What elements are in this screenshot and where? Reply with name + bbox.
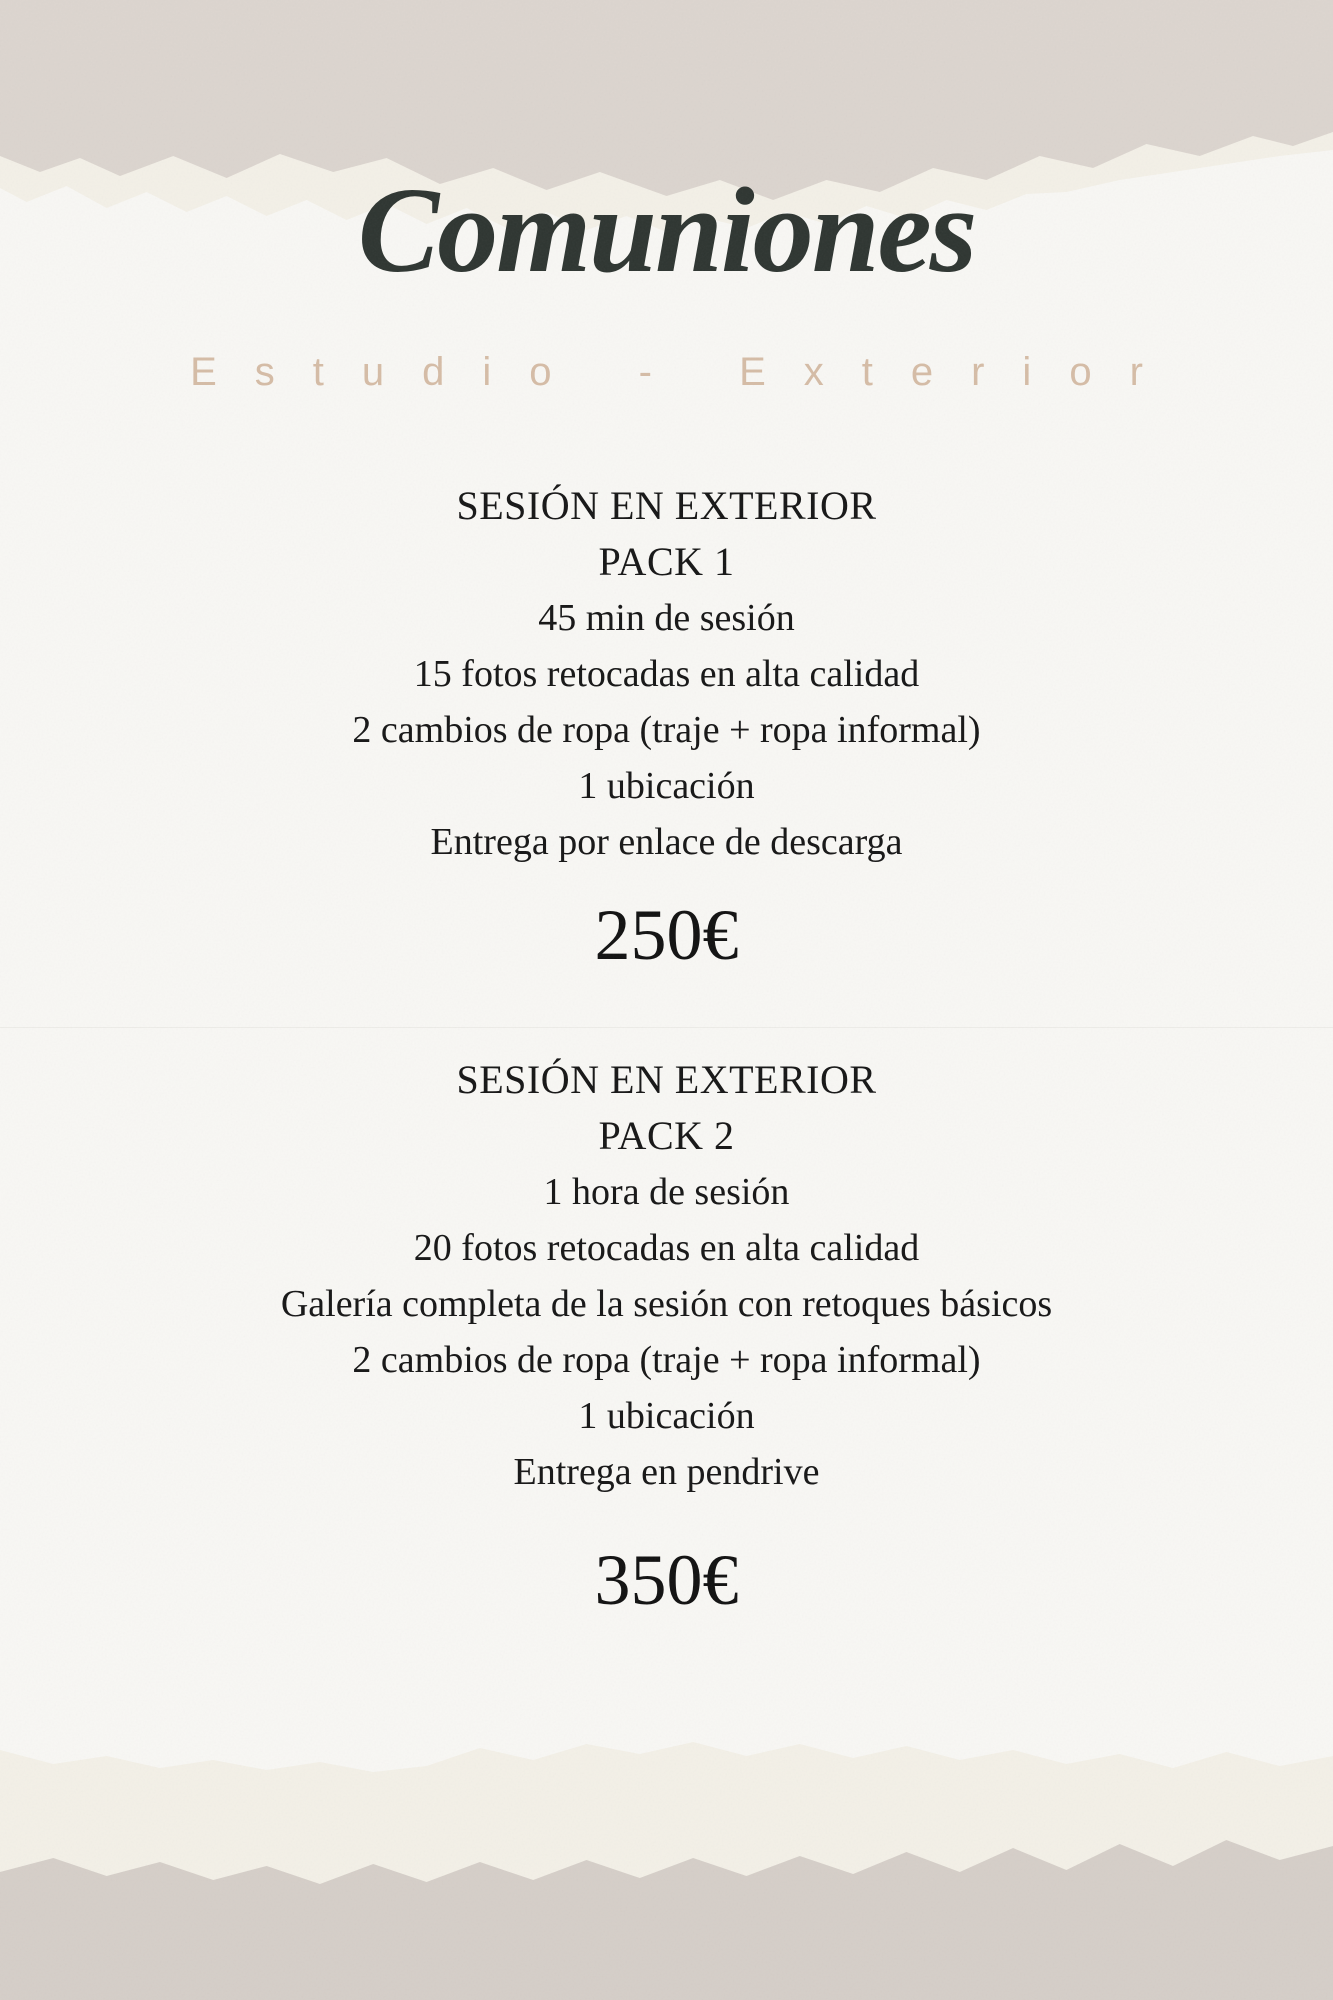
pack-1-feature: 45 min de sesión bbox=[538, 597, 795, 639]
pack-1-section bbox=[0, 478, 1333, 870]
pack-2-feature: 1 ubicación bbox=[578, 1395, 755, 1437]
menu-subtitle: Estudio - Exterior bbox=[190, 350, 1181, 394]
pack-2-feature: 2 cambios de ropa (traje + ropa informal) bbox=[352, 1339, 981, 1381]
pack-1-heading: SESIÓN EN EXTERIOR bbox=[456, 483, 877, 528]
pack-1-feature: 1 ubicación bbox=[578, 765, 755, 807]
menu-title: Comuniones bbox=[357, 163, 976, 298]
pack-1-subheading: PACK 1 bbox=[598, 539, 735, 584]
section-divider bbox=[0, 1027, 1333, 1028]
pack-2-heading: SESIÓN EN EXTERIOR bbox=[456, 1057, 877, 1102]
pack-2-section bbox=[0, 1052, 1333, 1500]
pack-2-feature: Entrega en pendrive bbox=[513, 1451, 820, 1493]
pack-2-subheading: PACK 2 bbox=[598, 1113, 735, 1158]
pack-1-price: 250€ bbox=[594, 895, 739, 975]
pack-2-feature: 1 hora de sesión bbox=[543, 1171, 790, 1213]
pack-2-feature: 20 fotos retocadas en alta calidad bbox=[413, 1227, 920, 1269]
pack-2-feature: Galería completa de la sesión con retoques básicos bbox=[280, 1283, 1053, 1325]
pack-1-feature: Entrega por enlace de descarga bbox=[430, 821, 903, 863]
pack-1-feature: 15 fotos retocadas en alta calidad bbox=[413, 653, 920, 695]
pack-2-price: 350€ bbox=[594, 1540, 739, 1620]
pack-1-feature: 2 cambios de ropa (traje + ropa informal) bbox=[352, 709, 981, 751]
